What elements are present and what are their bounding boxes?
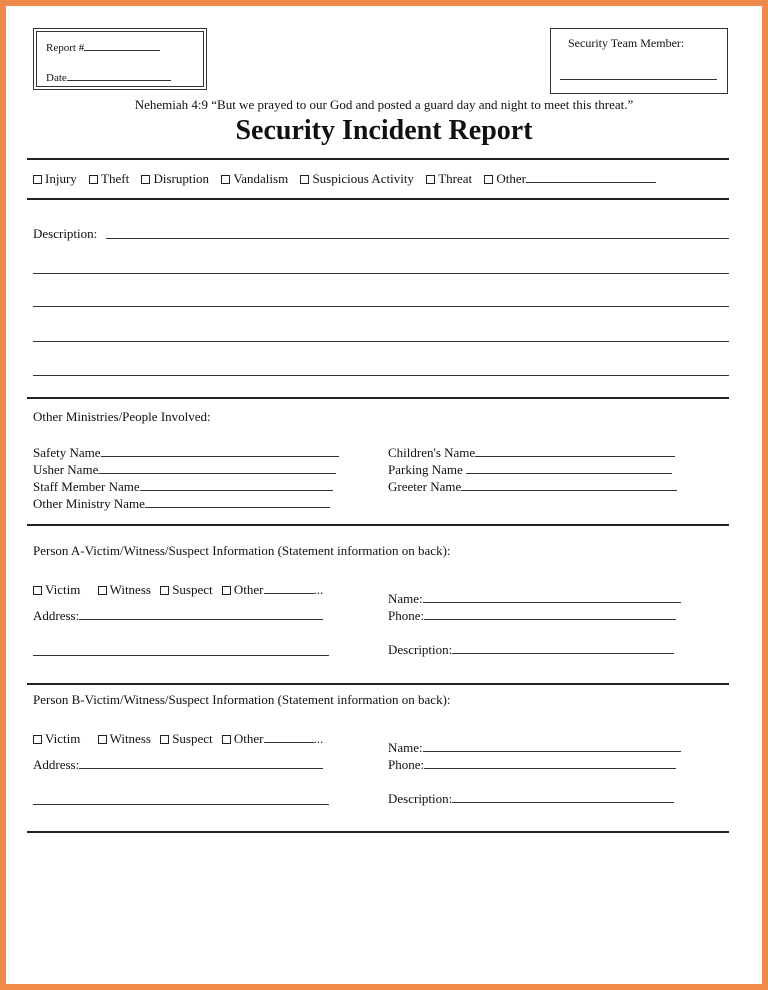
category-theft[interactable]: Theft: [89, 171, 129, 187]
divider: [27, 831, 729, 833]
person-a-witness[interactable]: Witness: [98, 582, 151, 598]
checkbox-icon: [33, 586, 42, 595]
checkbox-icon: [89, 175, 98, 184]
checkbox-icon: [98, 586, 107, 595]
person-b-description-field[interactable]: Description:: [388, 791, 674, 807]
greeter-name-field[interactable]: Greeter Name: [388, 478, 677, 495]
ministries-left-column: [33, 444, 339, 512]
person-a-victim[interactable]: Victim: [33, 582, 80, 598]
category-disruption[interactable]: Disruption: [141, 171, 209, 187]
checkbox-icon: [160, 735, 169, 744]
ministries-heading: Other Ministries/People Involved:: [33, 409, 211, 424]
category-vandalism[interactable]: Vandalism: [221, 171, 288, 187]
person-b-address-field[interactable]: Address:: [33, 757, 323, 773]
person-b-phone-field[interactable]: Phone:: [388, 757, 676, 773]
checkbox-icon: [33, 735, 42, 744]
report-number-field[interactable]: Report #: [46, 39, 160, 54]
description-line[interactable]: [33, 273, 729, 274]
ministries-right-column: [388, 444, 677, 495]
person-a-other[interactable]: Other ...: [222, 582, 323, 598]
divider: [27, 397, 729, 399]
other-ministry-name-field[interactable]: Other Ministry Name: [33, 495, 339, 512]
divider: [27, 198, 729, 200]
category-other[interactable]: Other: [484, 171, 656, 187]
person-a-name-field[interactable]: Name:: [388, 591, 681, 607]
person-a-address-field[interactable]: Address:: [33, 608, 323, 624]
report-info-box: [33, 28, 207, 90]
team-member-label: Security Team Member:: [568, 36, 685, 50]
checkbox-icon: [484, 175, 493, 184]
description-line[interactable]: [33, 306, 729, 307]
divider: [27, 683, 729, 685]
date-field[interactable]: Date: [46, 69, 171, 84]
description-line[interactable]: [33, 341, 729, 342]
checkbox-icon: [98, 735, 107, 744]
person-b-address-line[interactable]: [33, 804, 329, 805]
person-b-other[interactable]: Other ...: [222, 731, 323, 747]
person-b-suspect[interactable]: Suspect: [160, 731, 212, 747]
checkbox-icon: [426, 175, 435, 184]
person-a-address-line[interactable]: [33, 655, 329, 656]
checkbox-icon: [222, 735, 231, 744]
category-injury[interactable]: Injury: [33, 171, 77, 187]
page-title: Security Incident Report: [235, 115, 533, 146]
person-b-victim[interactable]: Victim: [33, 731, 80, 747]
person-a-heading: Person A-Victim/Witness/Suspect Information (Statement information on back):: [33, 543, 451, 558]
person-b-name-field[interactable]: Name:: [388, 740, 681, 756]
checkbox-icon: [33, 175, 42, 184]
checkbox-icon: [160, 586, 169, 595]
person-a-description-field[interactable]: Description:: [388, 642, 674, 658]
checkbox-icon: [141, 175, 150, 184]
person-b-role-options: [33, 731, 332, 747]
divider: [27, 524, 729, 526]
scripture-verse: Nehemiah 4:9 “But we prayed to our God and posted a guard day and night to meet this threat.”: [134, 97, 634, 112]
person-a-role-options: [33, 582, 332, 598]
team-member-field[interactable]: [560, 65, 717, 80]
staff-member-name-field[interactable]: Staff Member Name: [33, 478, 339, 495]
person-a-suspect[interactable]: Suspect: [160, 582, 212, 598]
incident-category-row: [33, 171, 665, 187]
person-b-witness[interactable]: Witness: [98, 731, 151, 747]
checkbox-icon: [222, 586, 231, 595]
description-label: Description:: [33, 226, 98, 241]
usher-name-field[interactable]: Usher Name: [33, 461, 339, 478]
description-line[interactable]: [106, 238, 729, 239]
divider: [27, 158, 729, 160]
parking-name-field[interactable]: Parking Name: [388, 461, 677, 478]
description-line[interactable]: [33, 375, 729, 376]
category-suspicious-activity[interactable]: Suspicious Activity: [300, 171, 413, 187]
person-b-heading: Person B-Victim/Witness/Suspect Information (Statement information on back):: [33, 692, 451, 707]
category-threat[interactable]: Threat: [426, 171, 472, 187]
childrens-name-field[interactable]: Children's Name: [388, 444, 677, 461]
safety-name-field[interactable]: Safety Name: [33, 444, 339, 461]
team-member-box: [550, 28, 728, 94]
person-a-phone-field[interactable]: Phone:: [388, 608, 676, 624]
checkbox-icon: [221, 175, 230, 184]
checkbox-icon: [300, 175, 309, 184]
